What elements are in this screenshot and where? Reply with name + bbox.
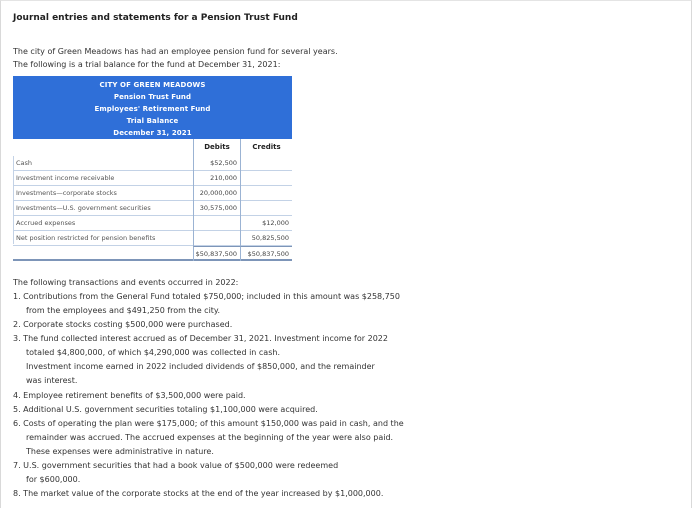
- transactions-intro: The following transactions and events occurred in 2022:: [13, 278, 239, 287]
- row-credit: [240, 171, 292, 186]
- transaction-line: 7. U.S. government securities that had a book value of $500,000 were redeemed: [13, 461, 339, 470]
- trial-balance-header: [13, 76, 292, 139]
- row-credit: [240, 186, 292, 201]
- table-row: [13, 186, 292, 201]
- row-debit: 30,575,000: [193, 201, 240, 216]
- column-header-debits: Debits: [193, 139, 240, 156]
- header-statement: Trial Balance: [126, 117, 179, 125]
- row-debit: 210,000: [193, 171, 240, 186]
- table-row: [13, 231, 292, 246]
- transaction-line: totaled $4,800,000, of which $4,290,000 was collected in cash.: [26, 348, 280, 357]
- row-debit: [193, 216, 240, 231]
- transaction-line: These expenses were administrative in nature.: [26, 447, 214, 456]
- page-title: Journal entries and statements for a Pension Trust Fund: [13, 13, 298, 23]
- trial-balance-table: [13, 76, 292, 258]
- table-row-totals: [13, 246, 292, 261]
- total-debits: $50,837,500: [193, 246, 240, 261]
- row-label: Investments—corporate stocks: [16, 189, 117, 197]
- transaction-line: for $600,000.: [26, 475, 81, 484]
- header-fund-type: Pension Trust Fund: [113, 93, 192, 101]
- row-debit: [193, 231, 240, 246]
- transaction-line: 2. Corporate stocks costing $500,000 were purchased.: [13, 320, 233, 329]
- intro-line-2: The following is a trial balance for the fund at December 31, 2021:: [13, 60, 281, 69]
- transaction-line: 6. Costs of operating the plan were $175,000; of this amount $150,000 was paid in cash, and the: [13, 419, 404, 428]
- header-date: December 31, 2021: [113, 129, 192, 137]
- transaction-line: 1. Contributions from the General Fund totaled $750,000; included in this amount was $258,750: [13, 292, 400, 301]
- row-label: Investment income receivable: [16, 174, 115, 182]
- transaction-line: Investment income earned in 2022 included dividends of $850,000, and the remainder: [26, 362, 375, 371]
- table-left-border: [13, 156, 14, 244]
- transaction-line: from the employees and $491,250 from the city.: [26, 306, 221, 315]
- table-row: [13, 156, 292, 171]
- transaction-line: 4. Employee retirement benefits of $3,500,000 were paid.: [13, 391, 246, 400]
- transaction-line: 5. Additional U.S. government securities totaling $1,100,000 were acquired.: [13, 405, 318, 414]
- row-label: Accrued expenses: [16, 219, 76, 227]
- row-credit: $12,000: [240, 216, 292, 231]
- table-row: [13, 201, 292, 216]
- row-credit: [240, 201, 292, 216]
- table-row: [13, 171, 292, 186]
- header-fund-name: Employees' Retirement Fund: [94, 105, 211, 113]
- row-credit: 50,825,500: [240, 231, 292, 246]
- intro-line-1: The city of Green Meadows has had an employee pension fund for several years.: [13, 47, 338, 56]
- column-header-credits: Credits: [240, 139, 292, 156]
- row-debit: 20,000,000: [193, 186, 240, 201]
- row-label: Cash: [16, 159, 33, 167]
- row-debit: $52,500: [193, 156, 240, 171]
- total-credits: $50,837,500: [240, 246, 292, 261]
- transaction-line: remainder was accrued. The accrued expenses at the beginning of the year were also paid.: [26, 433, 394, 442]
- row-credit: [240, 156, 292, 171]
- transaction-line: 8. The market value of the corporate stocks at the end of the year increased by $1,000,000.: [13, 489, 384, 498]
- transaction-line: 3. The fund collected interest accrued as of December 31, 2021. Investment income for 2022: [13, 334, 388, 343]
- row-label: Net position restricted for pension benefits: [16, 234, 156, 242]
- header-city: CITY OF GREEN MEADOWS: [99, 81, 206, 89]
- table-row: [13, 216, 292, 231]
- transaction-line: was interest.: [26, 376, 78, 385]
- row-label: Investments—U.S. government securities: [16, 204, 151, 212]
